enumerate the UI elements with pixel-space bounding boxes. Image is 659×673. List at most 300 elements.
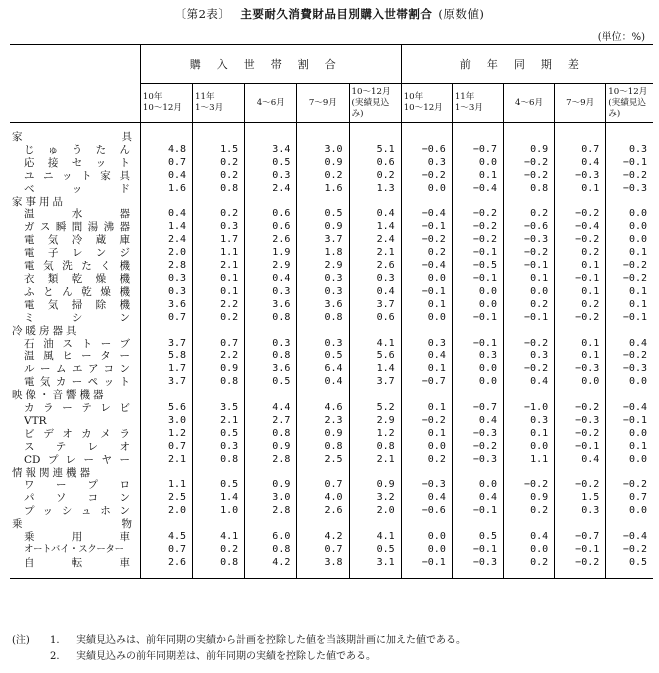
value-cell: 1.1	[503, 454, 554, 467]
value-cell: 0.2	[401, 247, 452, 260]
category-label	[10, 131, 140, 144]
data-table	[10, 44, 653, 579]
item-label	[10, 247, 140, 260]
footnote-number: 2.	[50, 651, 60, 662]
value-cell	[606, 389, 653, 402]
category-label-text: 映像・音響機器	[12, 389, 107, 402]
value-cell: 1.4	[140, 221, 192, 234]
footnote-text: 実績見込みの前年同期差は、前年同期の実績を控除した値である。	[76, 651, 376, 662]
item-label	[10, 208, 140, 221]
value-cell: 0.9	[245, 479, 297, 492]
value-cell: 1.5	[193, 144, 245, 157]
value-cell	[140, 325, 192, 338]
table-row	[10, 402, 653, 415]
table-row	[10, 492, 653, 505]
item-label	[10, 299, 140, 312]
value-cell: 0.3	[297, 338, 349, 351]
value-cell: 2.7	[245, 415, 297, 428]
column-header	[503, 84, 554, 123]
value-cell: −0.1	[606, 415, 653, 428]
value-cell: 1.1	[193, 247, 245, 260]
value-cell: 0.0	[606, 505, 653, 518]
category-label-start: 乗	[12, 518, 23, 531]
value-cell: 0.2	[193, 544, 245, 557]
value-cell: 0.0	[606, 454, 653, 467]
item-label	[10, 157, 140, 170]
value-cell	[452, 518, 503, 531]
value-cell: −0.4	[606, 402, 653, 415]
value-cell: −1.0	[503, 402, 554, 415]
category-row	[10, 467, 653, 480]
value-cell	[503, 131, 554, 144]
spacer-cell	[245, 570, 297, 579]
value-cell: 0.0	[452, 299, 503, 312]
table-row	[10, 234, 653, 247]
column-header	[555, 84, 606, 123]
spacer-cell	[193, 570, 245, 579]
value-cell: 0.1	[401, 402, 452, 415]
column-header-line: 10〜12月	[351, 86, 391, 97]
value-cell: −0.7	[452, 402, 503, 415]
footnote	[12, 633, 466, 649]
value-cell	[452, 467, 503, 480]
item-label-text: 電子レンジ	[24, 247, 130, 260]
table-row	[10, 221, 653, 234]
value-cell: 2.6	[297, 505, 349, 518]
value-cell: 4.0	[297, 492, 349, 505]
value-cell: 2.1	[193, 260, 245, 273]
value-cell: 1.6	[297, 183, 349, 196]
value-cell: 0.7	[297, 479, 349, 492]
value-cell: 0.4	[503, 376, 554, 389]
value-cell: 1.6	[140, 183, 192, 196]
value-cell: 2.1	[140, 454, 192, 467]
item-label	[10, 144, 140, 157]
column-header-line: 1〜3月	[195, 103, 224, 113]
spacer-cell	[401, 570, 452, 579]
value-cell: 4.2	[245, 557, 297, 570]
value-cell	[503, 325, 554, 338]
column-header-line: 11年	[454, 92, 475, 102]
value-cell: −0.2	[606, 544, 653, 557]
value-cell: −0.3	[401, 479, 452, 492]
value-cell: 0.5	[297, 208, 349, 221]
value-cell	[452, 325, 503, 338]
value-cell	[245, 131, 297, 144]
value-cell: 3.7	[140, 376, 192, 389]
item-label-text: じゅうたん	[24, 143, 130, 156]
value-cell: 0.0	[606, 428, 653, 441]
item-label-text: 温風ヒーター	[24, 350, 130, 363]
value-cell: −0.2	[606, 350, 653, 363]
item-label	[10, 183, 140, 196]
value-cell: 0.0	[452, 157, 503, 170]
value-cell: 3.7	[140, 338, 192, 351]
item-label-text: パソコン	[24, 492, 130, 505]
value-cell: −0.1	[452, 505, 503, 518]
value-cell: −0.7	[555, 531, 606, 544]
value-cell	[245, 467, 297, 480]
value-cell: 6.0	[245, 531, 297, 544]
value-cell: 4.5	[140, 531, 192, 544]
category-row	[10, 389, 653, 402]
item-label	[10, 170, 140, 183]
column-header-line: 7〜9月	[308, 97, 337, 108]
value-cell: −0.2	[555, 479, 606, 492]
value-cell	[349, 518, 401, 531]
value-cell: 0.0	[606, 221, 653, 234]
value-cell: 0.4	[140, 170, 192, 183]
spacer-cell	[555, 570, 606, 579]
value-cell: −0.1	[452, 312, 503, 325]
item-label-text: 自転車	[24, 556, 130, 569]
value-cell: 3.7	[349, 376, 401, 389]
value-cell: −0.2	[555, 428, 606, 441]
value-cell: 3.6	[297, 299, 349, 312]
footnotes	[12, 633, 466, 665]
value-cell: 4.1	[193, 531, 245, 544]
value-cell: 2.0	[349, 505, 401, 518]
item-label	[10, 479, 140, 492]
value-cell: 5.6	[140, 402, 192, 415]
value-cell: −0.1	[452, 247, 503, 260]
value-cell: 0.5	[193, 479, 245, 492]
value-cell: 0.7	[140, 157, 192, 170]
value-cell: −0.1	[452, 544, 503, 557]
value-cell	[555, 325, 606, 338]
spacer-cell	[606, 570, 653, 579]
value-cell: −0.2	[503, 479, 554, 492]
table-row	[10, 428, 653, 441]
value-cell	[555, 196, 606, 209]
value-cell: −0.6	[503, 221, 554, 234]
value-cell: 0.0	[503, 544, 554, 557]
item-label-text: 電気掃除機	[24, 298, 130, 311]
value-cell: 0.8	[297, 312, 349, 325]
value-cell: 0.6	[349, 312, 401, 325]
value-cell: 0.0	[401, 544, 452, 557]
value-cell: 3.2	[349, 492, 401, 505]
category-label	[10, 467, 140, 480]
value-cell: 1.3	[349, 183, 401, 196]
value-cell: −0.1	[401, 286, 452, 299]
value-cell: 0.8	[349, 441, 401, 454]
value-cell: 0.0	[606, 234, 653, 247]
value-cell: 3.1	[349, 557, 401, 570]
value-cell: 2.6	[140, 557, 192, 570]
value-cell: 0.1	[452, 170, 503, 183]
category-row	[10, 196, 653, 209]
value-cell: −0.1	[401, 557, 452, 570]
value-cell: 0.1	[503, 273, 554, 286]
table-row	[10, 299, 653, 312]
value-cell: 6.4	[297, 363, 349, 376]
spacer-cell	[10, 570, 140, 579]
value-cell: 0.8	[193, 376, 245, 389]
column-header-line: 4〜6月	[514, 97, 544, 108]
value-cell	[349, 467, 401, 480]
value-cell	[452, 131, 503, 144]
value-cell	[297, 467, 349, 480]
value-cell: 3.8	[297, 557, 349, 570]
item-label-text: オートバイ・スクーター	[24, 544, 124, 555]
category-label-text: 家事用品	[12, 195, 66, 208]
value-cell: −0.2	[606, 260, 653, 273]
value-cell: 0.1	[401, 363, 452, 376]
footnote-label	[12, 649, 50, 665]
column-header-line: (実績見込み)	[351, 97, 390, 119]
category-label-start: 家	[12, 131, 23, 143]
value-cell: −0.3	[503, 234, 554, 247]
column-header	[297, 84, 349, 123]
value-cell	[606, 518, 653, 531]
category-label	[10, 196, 140, 209]
value-cell: −0.3	[555, 363, 606, 376]
value-cell: 2.4	[349, 234, 401, 247]
value-cell	[140, 196, 192, 209]
spacer-cell	[452, 570, 503, 579]
value-cell: 0.1	[555, 338, 606, 351]
value-cell	[606, 196, 653, 209]
value-cell: 0.2	[297, 170, 349, 183]
value-cell: 0.2	[349, 170, 401, 183]
value-cell: 5.2	[349, 402, 401, 415]
value-cell: 0.2	[555, 247, 606, 260]
value-cell: 0.4	[349, 208, 401, 221]
table-row	[10, 544, 653, 557]
value-cell: 0.5	[245, 157, 297, 170]
value-cell: 4.1	[349, 531, 401, 544]
value-cell: 0.2	[193, 170, 245, 183]
spacer-cell	[349, 123, 401, 132]
value-cell	[193, 389, 245, 402]
table-row	[10, 479, 653, 492]
value-cell: 2.2	[193, 350, 245, 363]
table-body	[10, 123, 653, 579]
footnote	[12, 649, 466, 665]
value-cell	[401, 467, 452, 480]
value-cell: 0.8	[503, 183, 554, 196]
value-cell: −0.6	[401, 144, 452, 157]
value-cell: −0.3	[606, 363, 653, 376]
value-cell: 1.4	[349, 221, 401, 234]
table-row	[10, 170, 653, 183]
value-cell: 1.0	[193, 505, 245, 518]
value-cell	[297, 131, 349, 144]
value-cell: 0.9	[503, 492, 554, 505]
value-cell	[503, 389, 554, 402]
table-row	[10, 183, 653, 196]
value-cell: 0.7	[606, 492, 653, 505]
category-label-wrap	[12, 131, 132, 144]
item-label-text: カラーテレビ	[24, 402, 130, 415]
value-cell: 0.3	[606, 144, 653, 157]
value-cell: 0.8	[193, 183, 245, 196]
value-cell: 0.5	[606, 557, 653, 570]
value-cell: 2.9	[349, 415, 401, 428]
item-label	[10, 428, 140, 441]
value-cell: 0.6	[349, 157, 401, 170]
item-label	[10, 234, 140, 247]
value-cell: 2.8	[245, 505, 297, 518]
value-cell: 0.5	[193, 428, 245, 441]
value-cell: −0.2	[503, 170, 554, 183]
column-header-line: (実績見込み)	[608, 97, 646, 119]
value-cell: 0.1	[555, 183, 606, 196]
value-cell: −0.3	[452, 557, 503, 570]
value-cell: −0.1	[555, 441, 606, 454]
value-cell: −0.3	[555, 415, 606, 428]
value-cell: 0.4	[503, 531, 554, 544]
value-cell: 0.8	[245, 428, 297, 441]
value-cell	[555, 131, 606, 144]
value-cell	[452, 196, 503, 209]
value-cell	[245, 196, 297, 209]
value-cell: 0.0	[503, 286, 554, 299]
value-cell: 0.9	[503, 144, 554, 157]
value-cell: 0.0	[452, 363, 503, 376]
value-cell	[503, 467, 554, 480]
value-cell: 0.0	[606, 208, 653, 221]
value-cell: 1.2	[349, 428, 401, 441]
value-cell	[297, 325, 349, 338]
value-cell: −0.2	[452, 208, 503, 221]
value-cell	[193, 467, 245, 480]
value-cell: 0.0	[452, 286, 503, 299]
value-cell: 0.1	[606, 441, 653, 454]
value-cell: 4.2	[297, 531, 349, 544]
value-cell: −0.1	[452, 338, 503, 351]
column-header-line: 7〜9月	[566, 97, 595, 108]
value-cell: 0.4	[401, 350, 452, 363]
value-cell: 0.5	[245, 376, 297, 389]
table-row	[10, 531, 653, 544]
value-cell	[452, 389, 503, 402]
value-cell	[297, 518, 349, 531]
value-cell: −0.1	[606, 312, 653, 325]
value-cell: 1.4	[193, 492, 245, 505]
category-row	[10, 518, 653, 531]
item-label	[10, 531, 140, 544]
value-cell: 0.2	[193, 157, 245, 170]
column-header-line: 10年	[403, 92, 424, 102]
value-cell: 1.9	[245, 247, 297, 260]
value-cell: −0.2	[401, 415, 452, 428]
value-cell: 1.2	[140, 428, 192, 441]
table-title-note: (原数値)	[438, 7, 485, 21]
value-cell: 4.1	[349, 338, 401, 351]
value-cell: 1.4	[349, 363, 401, 376]
value-cell: −0.1	[401, 221, 452, 234]
value-cell: 0.0	[401, 312, 452, 325]
value-cell: 0.0	[401, 531, 452, 544]
value-cell: −0.3	[452, 428, 503, 441]
spacer-cell	[555, 123, 606, 132]
item-label	[10, 273, 140, 286]
value-cell: 3.6	[140, 299, 192, 312]
value-cell: 0.5	[349, 544, 401, 557]
value-cell: −0.2	[555, 208, 606, 221]
value-cell: 3.7	[349, 299, 401, 312]
item-label	[10, 415, 140, 428]
value-cell: 2.3	[297, 415, 349, 428]
value-cell: 0.7	[140, 544, 192, 557]
value-cell: 0.8	[193, 557, 245, 570]
column-header	[349, 84, 401, 123]
value-cell: 0.9	[297, 428, 349, 441]
item-label-text: ステレオ	[24, 440, 130, 453]
value-cell: 0.1	[606, 247, 653, 260]
item-label	[10, 286, 140, 299]
value-cell	[503, 196, 554, 209]
value-cell: 1.5	[555, 492, 606, 505]
value-cell	[555, 389, 606, 402]
value-cell: −0.7	[452, 144, 503, 157]
column-header-line: 10〜12月	[403, 103, 443, 113]
value-cell: 0.1	[606, 299, 653, 312]
value-cell: 2.0	[140, 247, 192, 260]
value-cell: −0.7	[401, 376, 452, 389]
value-cell	[401, 518, 452, 531]
value-cell: 0.4	[349, 286, 401, 299]
value-cell	[245, 325, 297, 338]
item-label	[10, 363, 140, 376]
table-row	[10, 363, 653, 376]
value-cell: 0.5	[452, 531, 503, 544]
value-cell: 0.2	[503, 505, 554, 518]
value-cell: 0.0	[401, 441, 452, 454]
value-cell: 2.2	[193, 299, 245, 312]
value-cell: −0.3	[555, 170, 606, 183]
column-header	[606, 84, 653, 123]
table-row	[10, 505, 653, 518]
value-cell: 0.3	[349, 273, 401, 286]
value-cell: −0.2	[503, 247, 554, 260]
value-cell: 0.3	[452, 350, 503, 363]
value-cell: 0.2	[555, 299, 606, 312]
value-cell: −0.2	[401, 234, 452, 247]
value-cell: 0.3	[245, 338, 297, 351]
value-cell: 3.5	[193, 402, 245, 415]
category-label	[10, 389, 140, 402]
value-cell	[140, 389, 192, 402]
value-cell: −0.2	[401, 170, 452, 183]
value-cell: 0.5	[297, 350, 349, 363]
table-row	[10, 415, 653, 428]
value-cell: 0.4	[606, 338, 653, 351]
value-cell: −0.4	[555, 221, 606, 234]
value-cell: 0.3	[297, 273, 349, 286]
spacer-cell	[297, 123, 349, 132]
value-cell: 0.3	[140, 286, 192, 299]
value-cell: 5.8	[140, 350, 192, 363]
spacer-row	[10, 570, 653, 579]
value-cell	[606, 131, 653, 144]
value-cell: −0.2	[606, 479, 653, 492]
value-cell: −0.4	[401, 260, 452, 273]
value-cell	[140, 467, 192, 480]
value-cell	[349, 131, 401, 144]
value-cell: 0.1	[401, 428, 452, 441]
value-cell: −0.2	[503, 363, 554, 376]
value-cell	[245, 518, 297, 531]
item-label-text: ガス瞬間湯沸器	[24, 221, 130, 234]
table-title-main: 主要耐久消費財品目別購入世帯割合	[240, 7, 433, 21]
value-cell: −0.4	[452, 183, 503, 196]
value-cell	[297, 196, 349, 209]
item-label-text: ビデオカメラ	[24, 427, 130, 440]
value-cell: 2.0	[140, 505, 192, 518]
